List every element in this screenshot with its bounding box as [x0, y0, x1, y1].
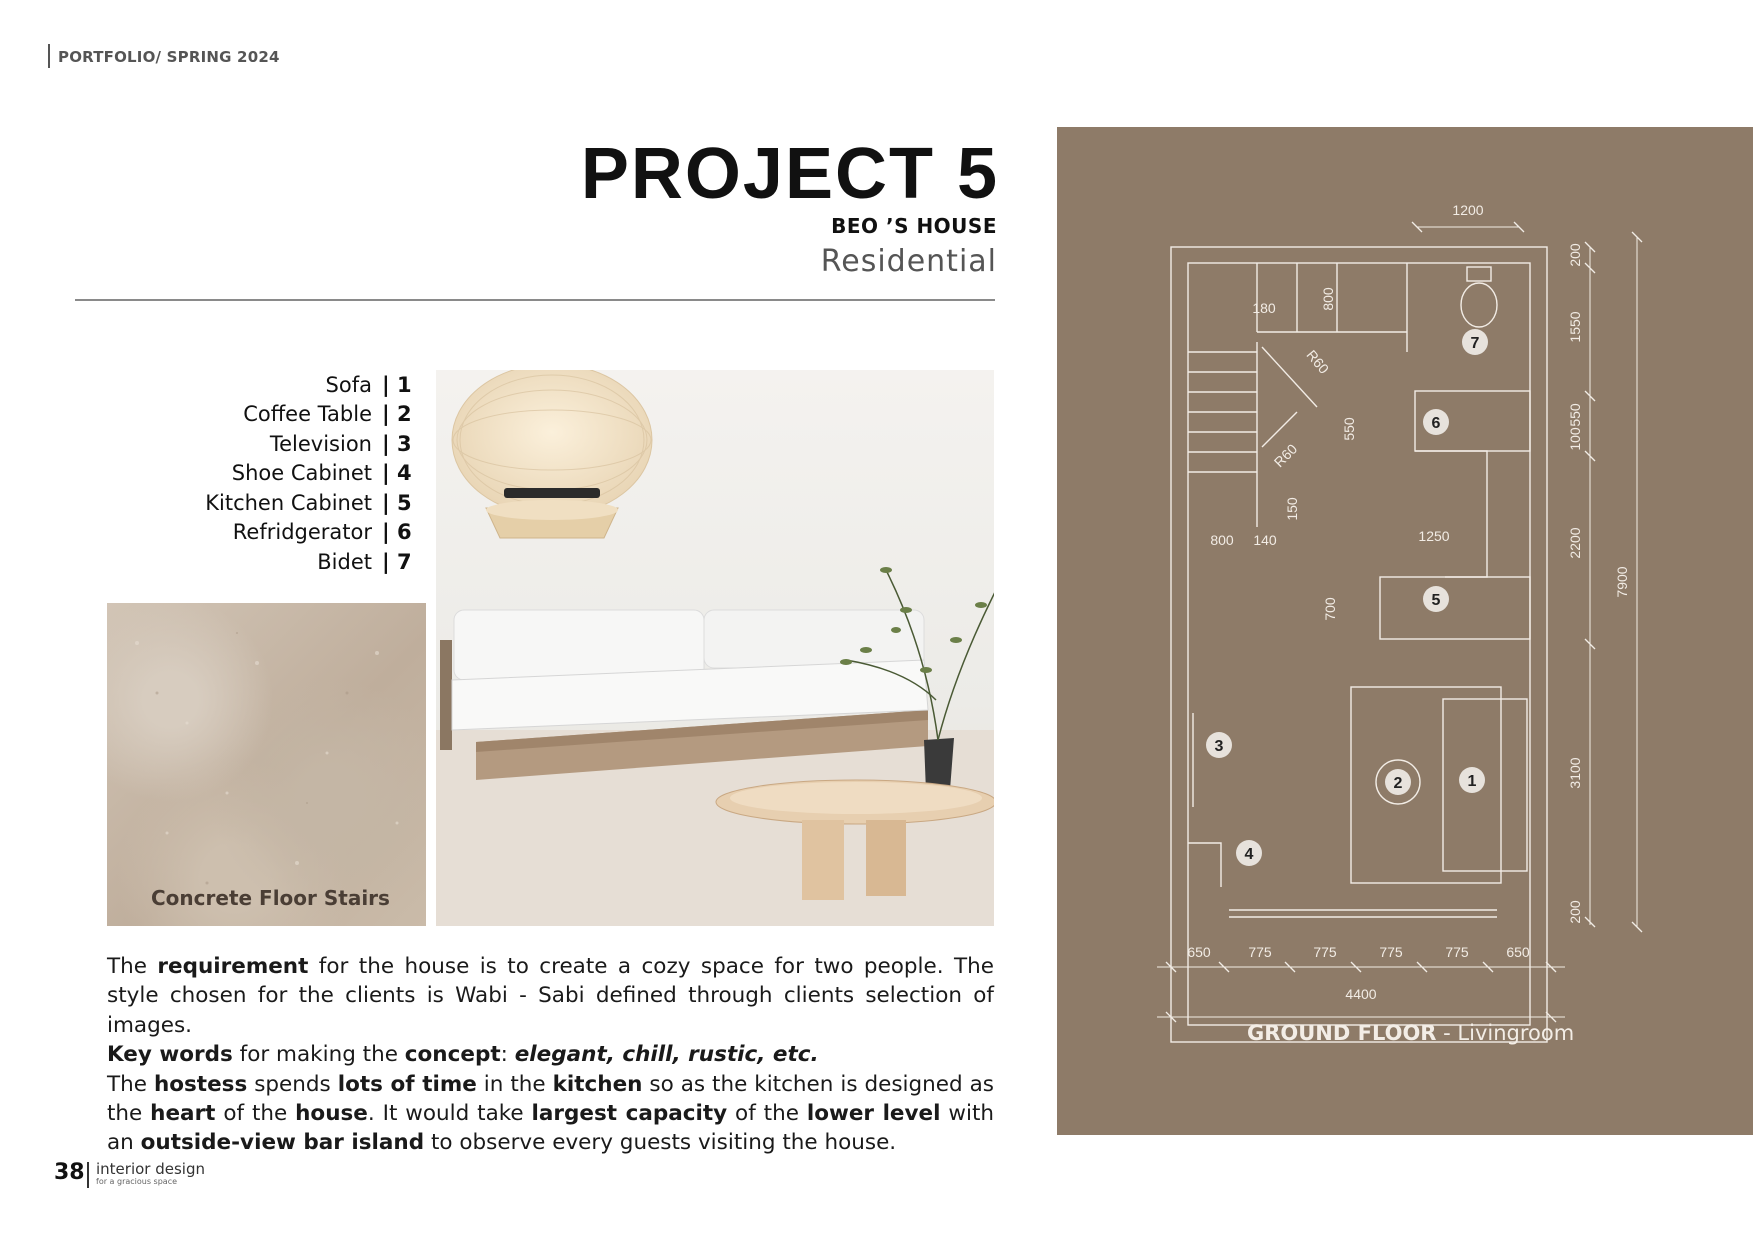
plan-marker-6	[1423, 409, 1449, 435]
legend-number: | 4	[382, 461, 412, 485]
dim-interior: 140	[1253, 532, 1277, 548]
legend-number: | 7	[382, 550, 412, 574]
dim-right: 200	[1567, 900, 1583, 924]
desc-paragraph-1	[107, 952, 994, 1040]
project-description	[107, 952, 994, 1158]
desc-run: with an	[107, 1101, 994, 1156]
desc-run: heart	[150, 1101, 216, 1127]
dim-right: 3100	[1567, 757, 1583, 789]
desc-run: to observe every guests visiting the house.	[424, 1130, 897, 1156]
dim-bottom: 775	[1379, 944, 1403, 960]
dim-right: 550	[1567, 403, 1583, 427]
legend-item	[150, 432, 410, 462]
marker-label: 7	[1470, 335, 1480, 352]
dim-interior: 800	[1320, 287, 1336, 311]
marker-label: 2	[1393, 775, 1403, 792]
floor-plan-panel	[1057, 127, 1753, 1135]
legend-number: | 2	[382, 402, 412, 426]
desc-run: requirement	[157, 954, 309, 979]
legend-item	[150, 520, 410, 550]
desc-run: spends	[247, 1071, 338, 1097]
dim-bottom: 775	[1445, 944, 1469, 960]
marker-label: 3	[1214, 738, 1224, 755]
desc-run: . It would take	[367, 1101, 532, 1127]
plan-marker-1	[1459, 767, 1485, 793]
dimension-lines	[1157, 227, 1637, 1017]
legend-number: | 3	[382, 432, 412, 456]
dim-bottom: 775	[1313, 944, 1337, 960]
legend-name: Shoe Cabinet	[231, 461, 372, 485]
dim-interior: 800	[1210, 532, 1234, 548]
legend-number: | 1	[382, 373, 412, 397]
plan-marker-7	[1462, 329, 1488, 355]
desc-run: for the house is to create a cozy space for two people. The style chosen for the clients is Wabi - Sabi defined through clients selection of images.	[107, 954, 994, 1038]
desc-run: The	[107, 1071, 154, 1097]
legend-item	[150, 402, 410, 432]
legend-name: Coffee Table	[243, 402, 372, 426]
dim-bottom: 775	[1248, 944, 1272, 960]
legend-name: Refridgerator	[232, 520, 372, 544]
desc-run: of the	[215, 1101, 296, 1127]
desc-run: Key words	[107, 1042, 233, 1068]
kitchen-cabinet-box	[1380, 577, 1530, 639]
desc-run: for making the	[232, 1042, 405, 1068]
dim-right: 1550	[1567, 311, 1583, 343]
dim-right: 2200	[1567, 527, 1583, 559]
material-label: Concrete Floor Stairs	[151, 886, 390, 910]
header-label: PORTFOLIO/ SPRING 2024	[58, 48, 280, 66]
desc-run: house	[295, 1101, 368, 1127]
dim-interior: 1250	[1418, 528, 1450, 544]
marker-label: 4	[1244, 846, 1254, 863]
desc-run: largest capacity	[531, 1101, 728, 1127]
legend-name: Television	[269, 432, 372, 456]
legend-number: | 5	[382, 491, 412, 515]
marker-label: 1	[1467, 773, 1477, 790]
desc-run: outside-view bar island	[140, 1130, 425, 1156]
legend-name: Kitchen Cabinet	[205, 491, 372, 515]
project-name: BEO ’S HOUSE	[831, 214, 997, 238]
dim-interior: R60	[1270, 440, 1301, 471]
plan-marker-5	[1423, 586, 1449, 612]
header-rule	[48, 44, 50, 68]
dim-bottom: 650	[1506, 944, 1530, 960]
shoe-cabinet-outline	[1188, 843, 1221, 887]
legend-item	[150, 550, 410, 580]
plan-marker-4	[1236, 840, 1262, 866]
project-type: Residential	[820, 244, 997, 279]
desc-run: in the	[476, 1071, 553, 1097]
dim-interior: 700	[1322, 597, 1338, 621]
legend-name: Sofa	[325, 373, 372, 397]
footer-tagline: for a gracious space	[96, 1177, 178, 1186]
desc-run: concept	[404, 1042, 501, 1068]
dim-top: 1200	[1452, 202, 1484, 218]
plan-marker-3	[1206, 732, 1232, 758]
desc-run: The	[107, 954, 158, 979]
footer-brand: interior design	[96, 1160, 205, 1178]
desc-run: lots of time	[337, 1071, 477, 1097]
legend-number: | 6	[382, 520, 412, 544]
legend-item	[150, 373, 410, 403]
marker-label: 6	[1431, 415, 1441, 432]
legend-name: Bidet	[317, 550, 372, 574]
concrete-speckle	[107, 603, 426, 926]
moodboard-image	[436, 370, 994, 926]
dim-interior: 180	[1252, 300, 1276, 316]
desc-run: of the	[727, 1101, 807, 1127]
bidet-fixture	[1461, 283, 1497, 327]
project-title: PROJECT 5	[580, 134, 999, 214]
dim-right: 200	[1567, 243, 1583, 267]
marker-label: 5	[1431, 592, 1441, 609]
dim-total-width: 4400	[1345, 986, 1377, 1002]
desc-run: so as the kitchen is designed as the	[107, 1071, 994, 1127]
floor-plan-drawing	[1057, 127, 1753, 1135]
desc-run: hostess	[153, 1071, 248, 1097]
floor-plan-caption	[1247, 1021, 1574, 1045]
dim-interior: R60	[1303, 346, 1333, 377]
dim-interior: 150	[1284, 497, 1300, 521]
kitchen-wall	[1415, 451, 1487, 577]
desc-run: elegant, chill, rustic, etc.	[514, 1042, 819, 1068]
legend-item	[150, 461, 410, 491]
desc-paragraph-2	[107, 1040, 994, 1069]
dim-interior: 550	[1341, 417, 1357, 441]
concrete-texture-swatch	[107, 603, 426, 926]
legend-item	[150, 491, 410, 521]
outer-wall	[1171, 247, 1547, 1042]
desc-paragraph-3	[107, 1070, 994, 1158]
desc-run: lower level	[806, 1101, 941, 1127]
sofa-box	[1443, 699, 1527, 871]
caption-rest: - Livingroom	[1436, 1021, 1575, 1045]
footer-divider	[87, 1162, 89, 1188]
desc-run: :	[500, 1042, 515, 1068]
desc-run: kitchen	[552, 1071, 643, 1097]
dim-bottom: 650	[1187, 944, 1211, 960]
dim-right: 100	[1567, 427, 1583, 451]
dim-total-height: 7900	[1614, 566, 1630, 598]
plan-marker-2	[1385, 769, 1411, 795]
page-number: 38	[54, 1160, 85, 1185]
title-divider	[75, 299, 995, 301]
caption-bold: GROUND FLOOR	[1247, 1021, 1437, 1045]
